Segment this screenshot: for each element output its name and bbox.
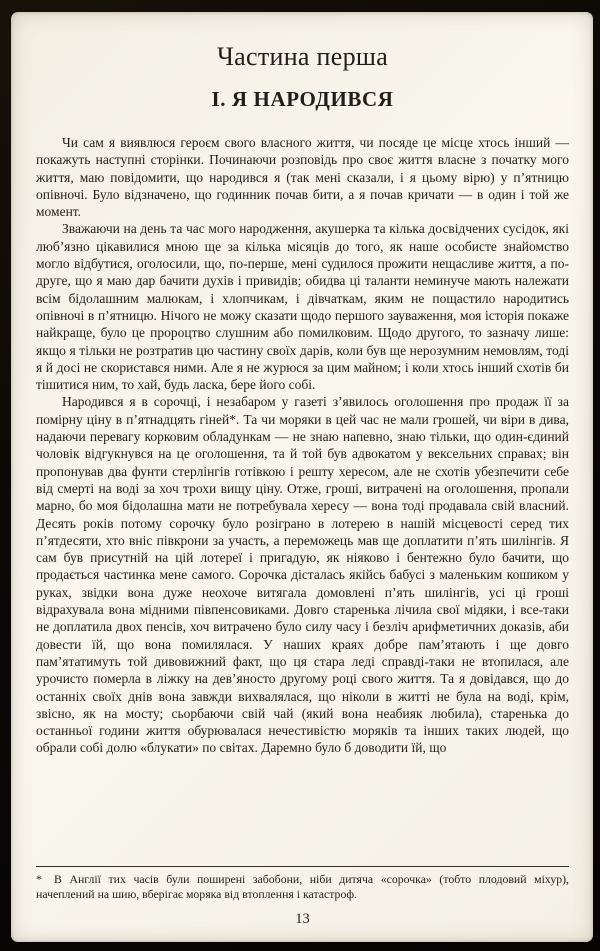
footnote (36, 872, 569, 902)
page-number: 13 (295, 911, 310, 927)
page-body (36, 134, 569, 862)
footnote-text: В Англії тих часів були поширені забобони, ніби дитяча «сорочка» (тобто плодовий міхур), начеплений на шию, вберігає моряка від втоплення і катастроф. (36, 872, 569, 901)
book-page (11, 12, 593, 942)
chapter-title: І. Я НАРОДИВСЯ (211, 87, 394, 111)
footnote-divider (36, 866, 569, 867)
paragraph-1: Чи сам я виявлюся героєм свого власного життя, чи посяде це місце хтось інший — покажуть наступні сторінки. Починаючи розповідь про своє життя власне з початку мого життя, маю повідомити, що народився я (так мені сказали, і я цьому вірю) у п’ятницю опівночі. Було відзначено, що годинник почав бити, а я почав кричати — в один і той же момент. (36, 135, 569, 220)
paragraph-3: Народився я в сорочці, і незабаром у газеті з’явилось оголошення про продаж її за помірну ціну в п’ятнадцять гіней*. Та чи моряки в цей час не мали грошей, чи віри в дива, надаючи перевагу корковим обладункам — не знаю напевно, знаю тільки, що один-єдиний чоловік відгукнувся на це оголошення, та й той був адвокатом у вексельних справах; він пропонував два фунти стерлінгів готівкою і решту хересом, але не схотів убезпечити себе від смерті на воді за хоч трохи вищу ціну. Отже, гроші, витрачені на оголошення, пропали марно, бо моя бідолашна мати не потребувала хересу — вона тоді продавала свій власний. Десять років потому сорочку було розіграно в лотерею в нашій місцевості серед тих п’ятдесяти, хто вніс півкрони за участь, а переможець мав ще доплатити п’ять шилінгів. Я сам був присутній на цій лотереї і пригадую, як ніяково і бентежно було бачити, що продається частинка мене самого. Сорочка дісталась якійсь бабусі з маленьким кошиком у руках, звідки вона дуже неохоче витягала домовлені п’ять шилінгів, усі ці гроші відрахувала вона мідними півпенсовиками. Довго старенька лічила свої мідяки, і все-таки не доплатила двох пенсів, хоч витрачено було силу часу і безліч арифметичних доказів, аби довести їй, що вона помилялася. У наших краях добре пам’ятають і ще довго пам’ятатимуть той дивовижний факт, що ця стара леді справді-таки не втопилася, але урочисто померла в ліжку на дев’яносто другому році свого життя. Та я довідався, що до останніх своїх днів вона завжди вихвалялася, що ніколи в житті не була на воді, крім, звісно, як на мосту; сьорбаючи свій чай (який вона неабияк любила), старенька до останньої години життя обурювалася нечестивістю моряків та інших таких людей, що обрали собі долю «блукати» по світах. Даремно було б доводити їй, що (36, 394, 569, 756)
footnote-block (36, 862, 569, 902)
part-title: Частина перша (216, 42, 389, 71)
paragraph-2: Зважаючи на день та час мого народження, акушерка та кілька досвідчених сусідок, які люб’язно цікавилися мною ще за кілька місяців до того, як наше особисте знайомство могло відбутися, оголосили, що, по-перше, мені судилося прожити нещасливе життя, а по-друге, що я маю дар бачити духів і привидів; обидва ці таланти неминуче мають належати всім бідолашним малюкам, і хлопчикам, і дівчаткам, яким не пощастило народитись опівночі в п’ятницю. Нічого не можу сказати щодо першого зауваження, моя історія покаже найкраще, було це пророцтво слушним або помилковим. Щодо другого, то зазначу лише: якщо я тільки не розтратив цю частину своїх дарів, коли був ще нерозумним немовлям, тоді я й досі не скористався ними. Але я не журюся за цим майном; і коли хтось інший схотів би тішитися ним, то хай, будь ласка, бере його собі. (36, 221, 569, 393)
footnote-marker: * (36, 872, 42, 886)
